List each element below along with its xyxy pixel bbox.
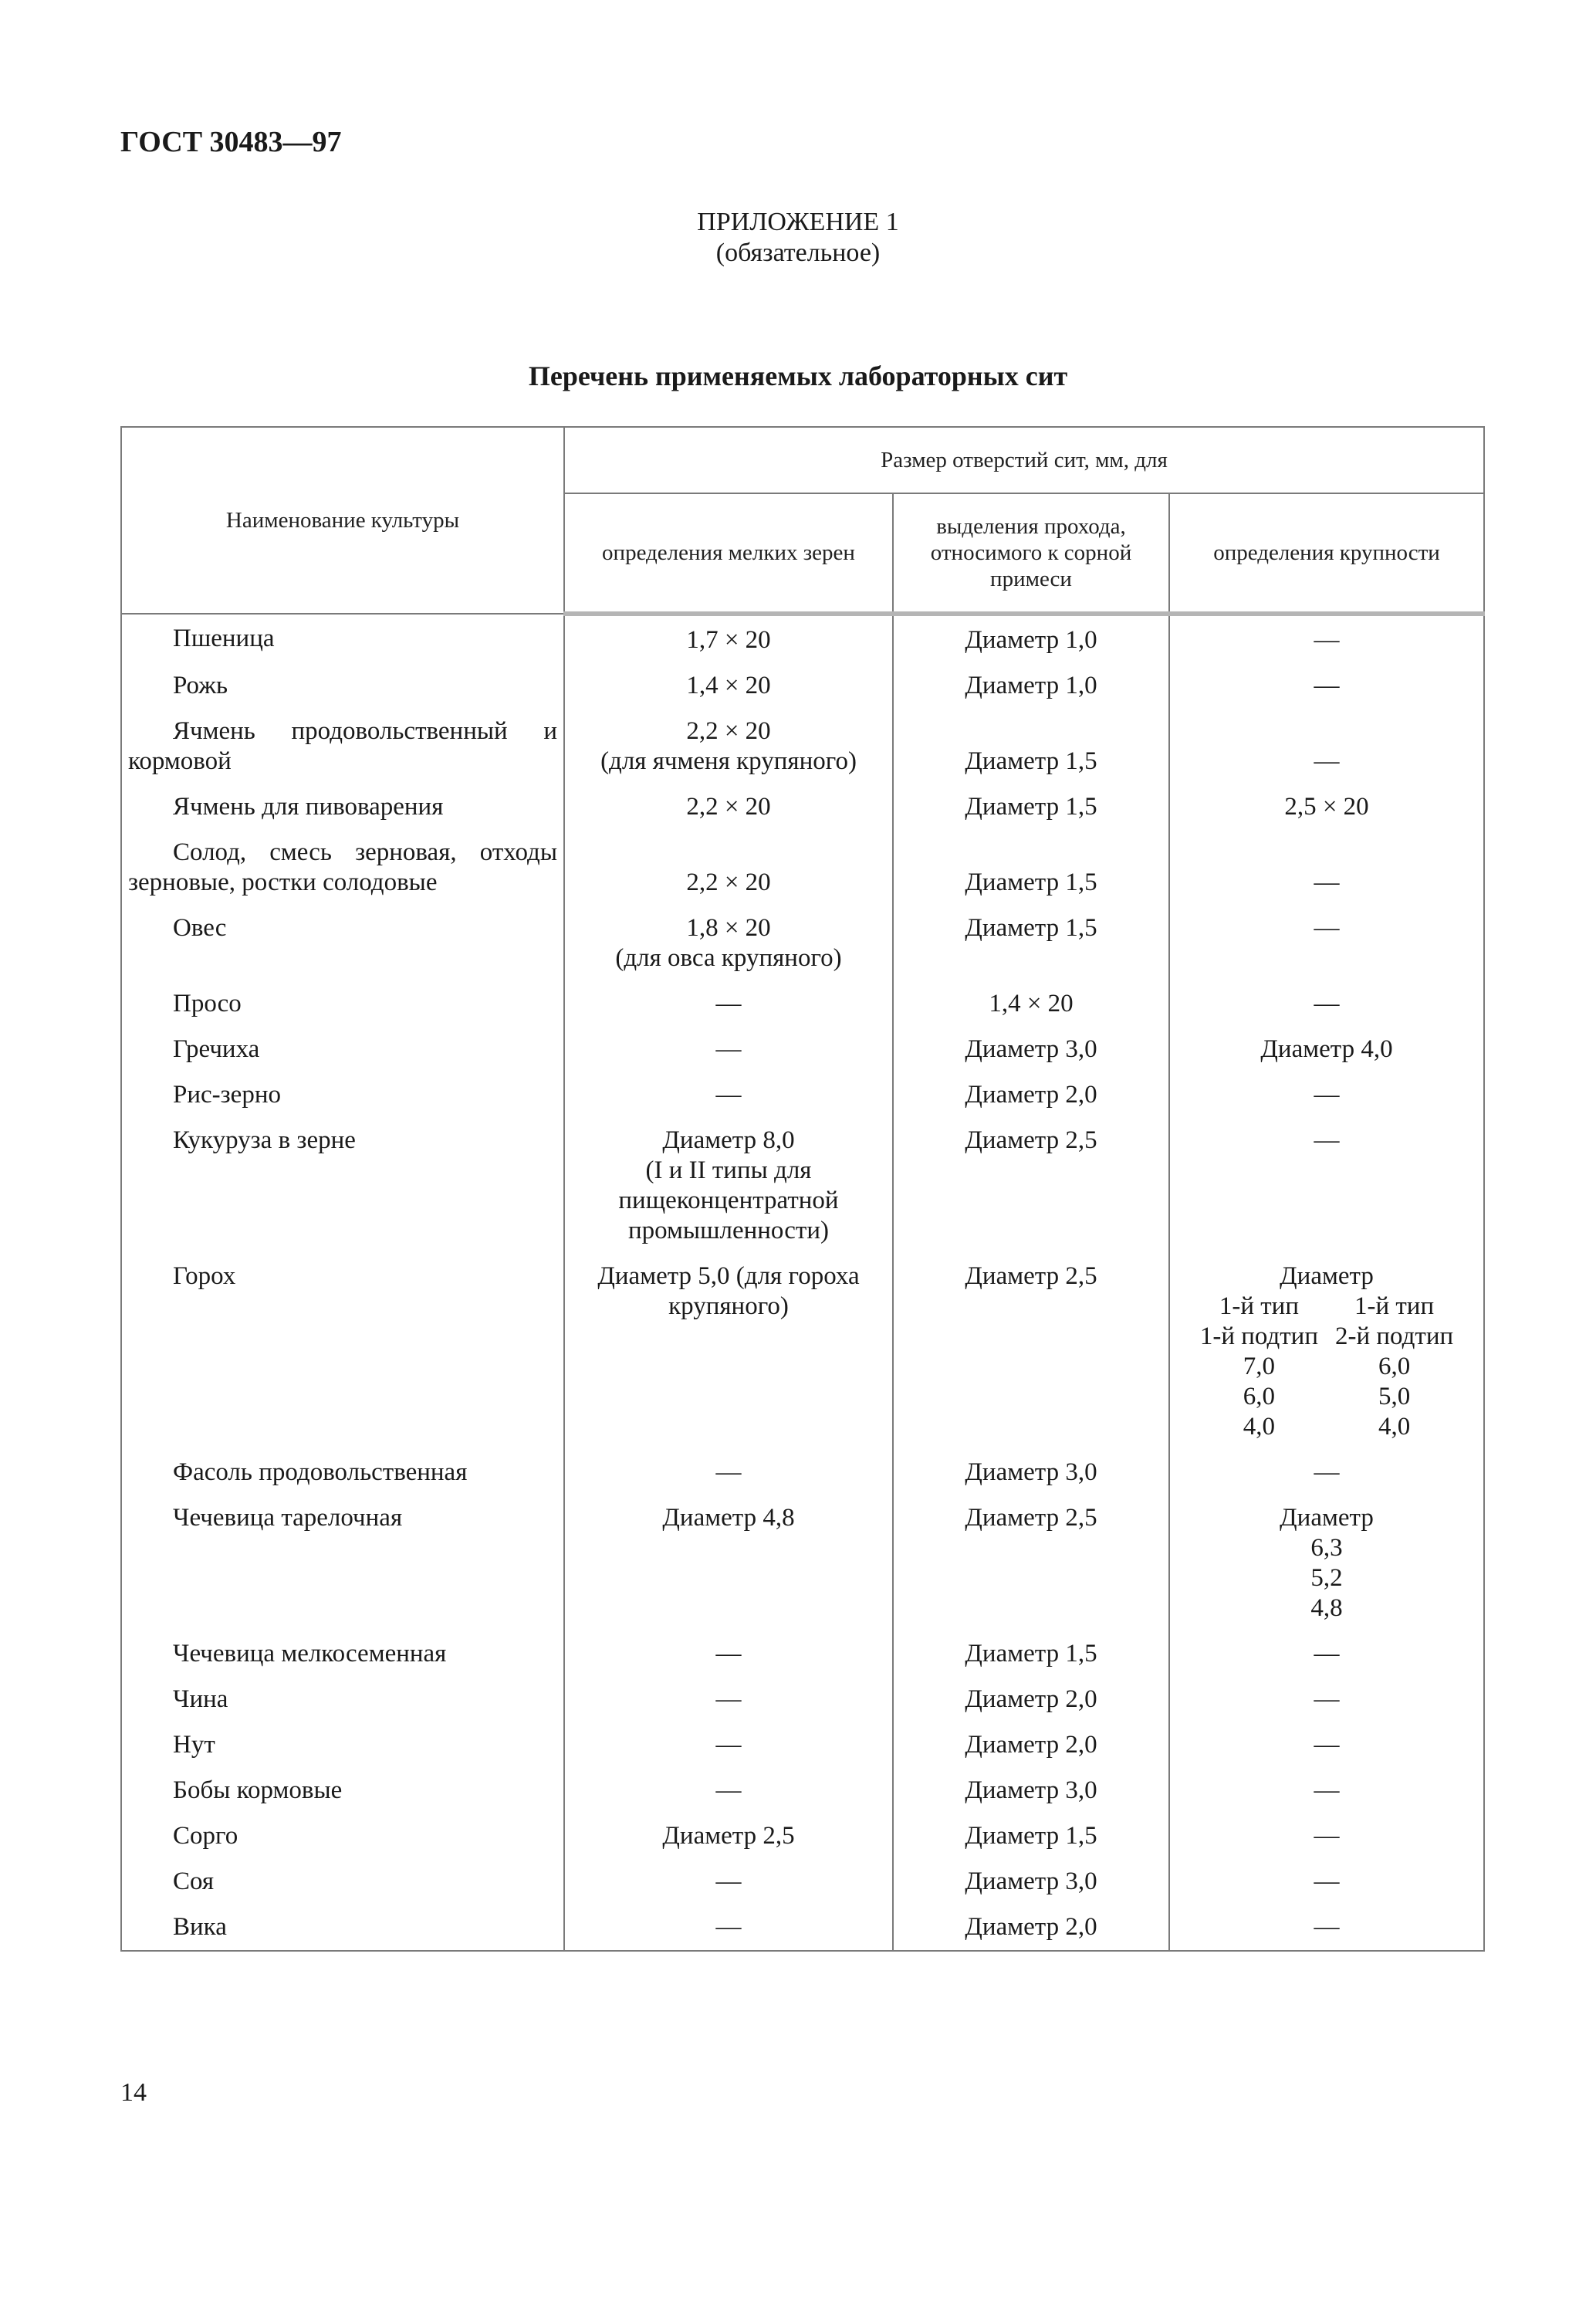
crop-name: Чечевица мелкосеменная bbox=[173, 1640, 447, 1668]
table-row bbox=[121, 898, 1484, 973]
size-sieve-value: — bbox=[1314, 747, 1340, 775]
small-grain-sieve-value: — bbox=[715, 1640, 742, 1668]
crop-name-cell bbox=[121, 1851, 564, 1897]
impurity-pass-sieve-cell bbox=[893, 1246, 1169, 1442]
table-row bbox=[121, 655, 1484, 701]
crop-name-cell bbox=[121, 655, 564, 701]
size-subheader: 1-й тип bbox=[1219, 1292, 1299, 1320]
small-grain-sieve-value: 1,7 × 20 bbox=[686, 626, 771, 654]
table-row bbox=[121, 1065, 1484, 1110]
impurity-pass-sieve-cell bbox=[893, 1488, 1169, 1624]
table-row bbox=[121, 1669, 1484, 1715]
crop-name-cell bbox=[121, 1019, 564, 1065]
column-group-header: Размер отверстий сит, мм, для bbox=[564, 427, 1484, 493]
size-sieve-value: Диаметр 6,3 5,2 4,8 bbox=[1280, 1504, 1374, 1622]
size-sieve-cell bbox=[1169, 1488, 1484, 1624]
table-row bbox=[121, 1715, 1484, 1760]
crop-name-cell bbox=[121, 1669, 564, 1715]
small-grain-sieve-value: Диаметр 8,0 (I и II типы для пищеконцентратной промышленности) bbox=[618, 1126, 839, 1244]
crop-name: Овес bbox=[173, 914, 227, 942]
impurity-pass-sieve-cell bbox=[893, 898, 1169, 973]
crop-name-cell bbox=[121, 1246, 564, 1442]
appendix-status: (обязательное) bbox=[715, 239, 881, 267]
table-title: Перечень применяемых лабораторных сит bbox=[528, 361, 1068, 391]
small-grain-sieve-value: — bbox=[715, 1458, 742, 1486]
crop-name: Просо bbox=[173, 990, 242, 1017]
size-sieve-value: — bbox=[1314, 1458, 1340, 1486]
size-subheader: 2-й подтип bbox=[1335, 1322, 1454, 1350]
impurity-pass-sieve-cell bbox=[893, 822, 1169, 898]
column-header-impurity-pass: выделения прохода, относимого к сорной примеси bbox=[893, 493, 1169, 614]
impurity-pass-sieve-value: Диаметр 2,0 bbox=[965, 1913, 1097, 1941]
table-row bbox=[121, 973, 1484, 1019]
sieve-table bbox=[120, 426, 1485, 1952]
size-sieve-value: — bbox=[1314, 1126, 1340, 1154]
size-sieve-value: — bbox=[1314, 1685, 1340, 1713]
table-row bbox=[121, 1897, 1484, 1951]
crop-name-cell bbox=[121, 1806, 564, 1851]
size-value: 4,0 bbox=[1378, 1413, 1411, 1441]
table-row bbox=[121, 1246, 1484, 1442]
impurity-pass-sieve-value: 1,4 × 20 bbox=[989, 990, 1074, 1017]
crop-name: Нут bbox=[173, 1731, 215, 1759]
impurity-pass-sieve-value: Диаметр 1,0 bbox=[965, 626, 1097, 654]
crop-name-cell bbox=[121, 1442, 564, 1488]
crop-name-cell bbox=[121, 701, 564, 777]
small-grain-sieve-value: 2,2 × 20 bbox=[686, 868, 771, 896]
size-sieve-cell bbox=[1169, 1715, 1484, 1760]
appendix-label: ПРИЛОЖЕНИЕ 1 bbox=[697, 208, 899, 236]
crop-name-cell bbox=[121, 898, 564, 973]
crop-name: Рожь bbox=[173, 672, 228, 699]
size-sieve-cell bbox=[1169, 1760, 1484, 1806]
size-sieve-value: — bbox=[1314, 1867, 1340, 1895]
impurity-pass-sieve-cell bbox=[893, 1019, 1169, 1065]
impurity-pass-sieve-value: Диаметр 1,0 bbox=[965, 672, 1097, 699]
crop-name-cell bbox=[121, 1760, 564, 1806]
crop-name-cell bbox=[121, 1897, 564, 1951]
small-grain-sieve-value: — bbox=[715, 990, 742, 1017]
impurity-pass-sieve-value: Диаметр 1,5 bbox=[965, 914, 1097, 942]
table-row bbox=[121, 1851, 1484, 1897]
size-sieve-cell bbox=[1169, 1806, 1484, 1851]
small-grain-sieve-cell bbox=[564, 1110, 893, 1246]
impurity-pass-sieve-value: Диаметр 1,5 bbox=[965, 868, 1097, 896]
page-number: 14 bbox=[120, 2078, 147, 2107]
size-sieve-cell bbox=[1169, 973, 1484, 1019]
size-sieve-value: — bbox=[1314, 1640, 1340, 1668]
crop-name: Вика bbox=[173, 1913, 227, 1941]
size-sieve-value: — bbox=[1314, 672, 1340, 699]
impurity-pass-sieve-value: Диаметр 2,0 bbox=[965, 1081, 1097, 1109]
standard-code: ГОСТ 30483—97 bbox=[120, 126, 342, 158]
impurity-pass-sieve-cell bbox=[893, 973, 1169, 1019]
small-grain-sieve-value: 2,2 × 20 (для ячменя крупяного) bbox=[600, 717, 857, 775]
size-sieve-cell bbox=[1169, 1851, 1484, 1897]
crop-name: Чечевица тарелочная bbox=[173, 1504, 403, 1532]
impurity-pass-sieve-cell bbox=[893, 701, 1169, 777]
crop-name: Чина bbox=[173, 1685, 228, 1713]
size-sieve-cell bbox=[1169, 1019, 1484, 1065]
impurity-pass-sieve-value: Диаметр 3,0 bbox=[965, 1035, 1097, 1063]
crop-name: Рис-зерно bbox=[173, 1081, 281, 1109]
small-grain-sieve-value: — bbox=[715, 1035, 742, 1063]
impurity-pass-sieve-value: Диаметр 1,5 bbox=[965, 747, 1097, 775]
impurity-pass-sieve-value: Диаметр 1,5 bbox=[965, 1822, 1097, 1850]
small-grain-sieve-cell bbox=[564, 1897, 893, 1951]
impurity-pass-sieve-cell bbox=[893, 1442, 1169, 1488]
size-sieve-cell bbox=[1169, 1065, 1484, 1110]
size-value: 5,0 bbox=[1378, 1383, 1411, 1410]
crop-name-cell bbox=[121, 1624, 564, 1669]
size-sieve-value: — bbox=[1314, 1731, 1340, 1759]
crop-name-cell bbox=[121, 777, 564, 822]
size-sieve-value: — bbox=[1314, 1822, 1340, 1850]
impurity-pass-sieve-value: Диаметр 3,0 bbox=[965, 1776, 1097, 1804]
small-grain-sieve-value: — bbox=[715, 1731, 742, 1759]
size-sieve-value: — bbox=[1314, 1776, 1340, 1804]
table-row bbox=[121, 1806, 1484, 1851]
impurity-pass-sieve-cell bbox=[893, 1669, 1169, 1715]
small-grain-sieve-cell bbox=[564, 1851, 893, 1897]
crop-name-cell bbox=[121, 1110, 564, 1246]
crop-name: Сорго bbox=[173, 1822, 238, 1850]
size-subtable bbox=[1200, 1292, 1453, 1442]
small-grain-sieve-value: — bbox=[715, 1913, 742, 1941]
size-sieve-cell bbox=[1169, 1624, 1484, 1669]
small-grain-sieve-cell bbox=[564, 1669, 893, 1715]
crop-name: Ячмень для пивоварения bbox=[173, 793, 444, 821]
table-row bbox=[121, 1019, 1484, 1065]
size-sieve-value: 2,5 × 20 bbox=[1284, 793, 1369, 821]
table-row bbox=[121, 822, 1484, 898]
size-sieve-value: — bbox=[1314, 868, 1340, 896]
table-row bbox=[121, 1110, 1484, 1246]
impurity-pass-sieve-cell bbox=[893, 614, 1169, 655]
small-grain-sieve-value: 1,4 × 20 bbox=[686, 672, 771, 699]
impurity-pass-sieve-value: Диаметр 2,0 bbox=[965, 1685, 1097, 1713]
small-grain-sieve-value: — bbox=[715, 1776, 742, 1804]
small-grain-sieve-cell bbox=[564, 614, 893, 655]
small-grain-sieve-cell bbox=[564, 777, 893, 822]
impurity-pass-sieve-cell bbox=[893, 655, 1169, 701]
crop-name: Солод, смесь зерновая, отходы зерновые, ростки солодовые bbox=[128, 838, 557, 896]
impurity-pass-sieve-value: Диаметр 2,5 bbox=[965, 1504, 1097, 1532]
small-grain-sieve-cell bbox=[564, 822, 893, 898]
crop-name: Ячмень продовольственный и кормовой bbox=[128, 717, 557, 775]
crop-name: Кукуруза в зерне bbox=[173, 1126, 356, 1154]
size-sieve-value: — bbox=[1314, 990, 1340, 1017]
small-grain-sieve-value: Диаметр 4,8 bbox=[662, 1504, 795, 1532]
column-header-small-grains: определения мелких зерен bbox=[564, 493, 893, 614]
crop-name-cell bbox=[121, 1488, 564, 1624]
size-value: 6,0 bbox=[1378, 1353, 1411, 1380]
impurity-pass-sieve-cell bbox=[893, 1851, 1169, 1897]
small-grain-sieve-cell bbox=[564, 1715, 893, 1760]
impurity-pass-sieve-value: Диаметр 1,5 bbox=[965, 793, 1097, 821]
size-sieve-cell bbox=[1169, 655, 1484, 701]
appendix-heading bbox=[0, 207, 1596, 269]
impurity-pass-sieve-cell bbox=[893, 1806, 1169, 1851]
size-sieve-cell bbox=[1169, 822, 1484, 898]
size-sieve-cell bbox=[1169, 898, 1484, 973]
small-grain-sieve-cell bbox=[564, 898, 893, 973]
size-sieve-value: — bbox=[1314, 626, 1340, 654]
crop-name: Соя bbox=[173, 1867, 215, 1895]
size-sieve-cell bbox=[1169, 614, 1484, 655]
small-grain-sieve-cell bbox=[564, 1806, 893, 1851]
size-sieve-value: — bbox=[1314, 1913, 1340, 1941]
impurity-pass-sieve-cell bbox=[893, 1760, 1169, 1806]
size-sieve-cell bbox=[1169, 1669, 1484, 1715]
impurity-pass-sieve-cell bbox=[893, 1897, 1169, 1951]
size-sieve-cell bbox=[1169, 1442, 1484, 1488]
table-row bbox=[121, 777, 1484, 822]
crop-name: Бобы кормовые bbox=[173, 1776, 343, 1804]
crop-name: Горох bbox=[173, 1262, 236, 1290]
small-grain-sieve-cell bbox=[564, 655, 893, 701]
size-value: 7,0 bbox=[1243, 1353, 1276, 1380]
crop-name-cell bbox=[121, 973, 564, 1019]
crop-name: Пшеница bbox=[173, 625, 275, 652]
small-grain-sieve-value: — bbox=[715, 1685, 742, 1713]
table-row bbox=[121, 1624, 1484, 1669]
small-grain-sieve-cell bbox=[564, 1019, 893, 1065]
column-header-size: определения крупности bbox=[1169, 493, 1484, 614]
small-grain-sieve-cell bbox=[564, 1624, 893, 1669]
impurity-pass-sieve-value: Диаметр 3,0 bbox=[965, 1867, 1097, 1895]
small-grain-sieve-value: 2,2 × 20 bbox=[686, 793, 771, 821]
crop-name-cell bbox=[121, 1065, 564, 1110]
size-sieve-cell bbox=[1169, 777, 1484, 822]
column-header-crop: Наименование культуры bbox=[121, 427, 564, 614]
crop-name-cell bbox=[121, 822, 564, 898]
size-sieve-cell bbox=[1169, 1110, 1484, 1246]
small-grain-sieve-cell bbox=[564, 973, 893, 1019]
crop-name: Фасоль продовольственная bbox=[173, 1458, 468, 1486]
table-row bbox=[121, 1760, 1484, 1806]
size-subheader: 1-й тип bbox=[1354, 1292, 1435, 1320]
impurity-pass-sieve-cell bbox=[893, 777, 1169, 822]
small-grain-sieve-cell bbox=[564, 1246, 893, 1442]
impurity-pass-sieve-cell bbox=[893, 1624, 1169, 1669]
table-row bbox=[121, 1488, 1484, 1624]
size-sieve-cell bbox=[1169, 1246, 1484, 1442]
size-value: 4,0 bbox=[1243, 1413, 1276, 1441]
table-row bbox=[121, 701, 1484, 777]
small-grain-sieve-cell bbox=[564, 701, 893, 777]
size-title: Диаметр bbox=[1280, 1262, 1374, 1290]
impurity-pass-sieve-cell bbox=[893, 1715, 1169, 1760]
impurity-pass-sieve-value: Диаметр 2,0 bbox=[965, 1731, 1097, 1759]
size-sieve-cell bbox=[1169, 1897, 1484, 1951]
size-sieve-value: — bbox=[1314, 1081, 1340, 1109]
table-row bbox=[121, 614, 1484, 655]
size-sieve-value: Диаметр 4,0 bbox=[1260, 1035, 1393, 1063]
size-sieve-cell bbox=[1169, 701, 1484, 777]
impurity-pass-sieve-value: Диаметр 2,5 bbox=[965, 1262, 1097, 1290]
impurity-pass-sieve-value: Диаметр 2,5 bbox=[965, 1126, 1097, 1154]
small-grain-sieve-cell bbox=[564, 1065, 893, 1110]
small-grain-sieve-cell bbox=[564, 1760, 893, 1806]
size-value: 6,0 bbox=[1243, 1383, 1276, 1410]
impurity-pass-sieve-cell bbox=[893, 1065, 1169, 1110]
impurity-pass-sieve-value: Диаметр 1,5 bbox=[965, 1640, 1097, 1668]
crop-name: Гречиха bbox=[173, 1035, 260, 1063]
small-grain-sieve-value: — bbox=[715, 1867, 742, 1895]
small-grain-sieve-cell bbox=[564, 1488, 893, 1624]
size-sieve-value: — bbox=[1314, 914, 1340, 942]
small-grain-sieve-value: Диаметр 2,5 bbox=[662, 1822, 795, 1850]
impurity-pass-sieve-cell bbox=[893, 1110, 1169, 1246]
impurity-pass-sieve-value: Диаметр 3,0 bbox=[965, 1458, 1097, 1486]
small-grain-sieve-cell bbox=[564, 1442, 893, 1488]
small-grain-sieve-value: — bbox=[715, 1081, 742, 1109]
small-grain-sieve-value: Диаметр 5,0 (для гороха крупяного) bbox=[597, 1262, 860, 1320]
small-grain-sieve-value: 1,8 × 20 (для овса крупяного) bbox=[615, 914, 842, 972]
crop-name-cell bbox=[121, 1715, 564, 1760]
table-row bbox=[121, 1442, 1484, 1488]
crop-name-cell bbox=[121, 614, 564, 655]
size-subheader: 1-й подтип bbox=[1199, 1322, 1318, 1350]
